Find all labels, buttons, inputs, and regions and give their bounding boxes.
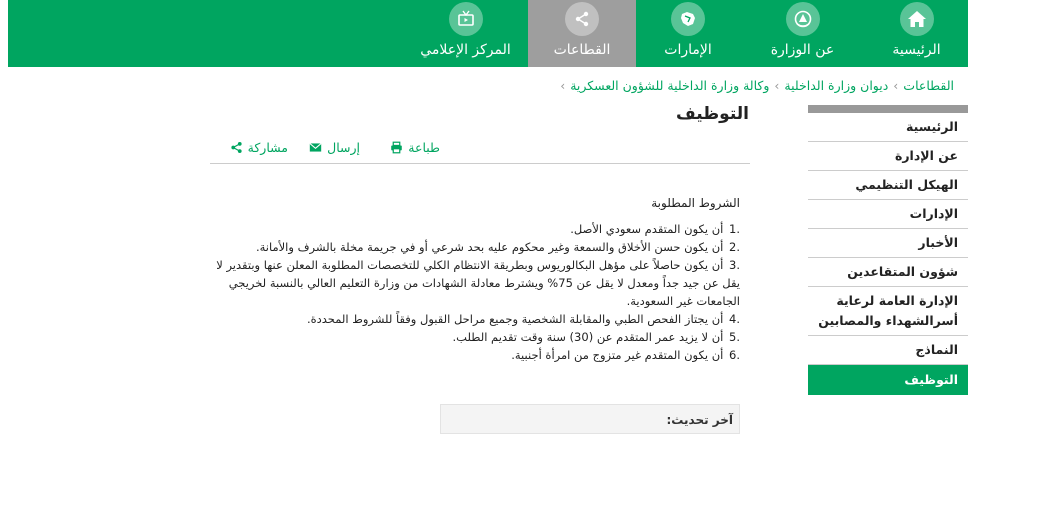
sidebar-item-news[interactable]: الأخبار <box>808 229 968 258</box>
breadcrumb <box>555 78 954 93</box>
breadcrumb-item-military-affairs[interactable]: وكالة وزارة الداخلية للشؤون العسكرية <box>570 78 770 93</box>
requirement-text: أن يكون حسن الأخلاق والسمعة وغير محكوم عليه بحد شرعي أو في جريمة مخلة بالشرف والأمانة. <box>255 240 724 254</box>
send-button[interactable] <box>309 140 360 155</box>
requirement-text: أن لا يزيد عمر المتقدم عن (30) سنة وقت تقديم الطلب. <box>452 330 724 344</box>
sidebar-top-bar <box>808 105 968 113</box>
sidebar-item-employment[interactable]: التوظيف <box>808 365 968 395</box>
nav-about-ministry[interactable] <box>740 0 865 67</box>
last-update-label: آخر تحديث: <box>666 413 733 427</box>
share-icon <box>230 141 243 154</box>
requirements-list <box>210 220 740 364</box>
requirement-item: .1 أن يكون المتقدم سعودي الأصل. <box>570 222 740 236</box>
print-button-label: طباعة <box>408 140 440 155</box>
sidebar-item-departments[interactable]: الإدارات <box>808 200 968 229</box>
requirement-text: أن يكون المتقدم غير متزوج من امرأة أجنبية. <box>511 348 724 362</box>
last-update-box <box>440 404 740 434</box>
article-content <box>210 195 740 364</box>
nav-about-ministry-label: عن الوزارة <box>770 42 835 58</box>
top-navigation <box>8 0 968 67</box>
breadcrumb-separator: › <box>560 78 566 93</box>
tv-icon <box>449 2 483 36</box>
requirement-text: أن يجتاز الفحص الطبي والمقابلة الشخصية وجميع مراحل القبول وفقاً للشروط المحددة. <box>306 312 724 326</box>
share-button[interactable] <box>230 140 288 155</box>
ministry-emblem-icon <box>786 2 820 36</box>
sidebar-item-retirees[interactable]: شؤون المتقاعدين <box>808 258 968 287</box>
share-nodes-icon <box>565 2 599 36</box>
breadcrumb-item-ministry-office[interactable]: ديوان وزارة الداخلية <box>784 78 889 93</box>
sidebar-menu <box>808 105 968 395</box>
home-icon <box>900 2 934 36</box>
share-button-label: مشاركة <box>247 140 288 155</box>
sidebar-item-org-structure[interactable]: الهيكل التنظيمي <box>808 171 968 200</box>
nav-emirates-label: الإمارات <box>664 42 712 58</box>
requirements-heading: الشروط المطلوبة <box>651 196 740 210</box>
nav-media-center-label: المركز الإعلامي <box>420 42 511 58</box>
requirement-text: أن يكون المتقدم سعودي الأصل. <box>570 222 724 236</box>
breadcrumb-separator: › <box>893 78 899 93</box>
map-icon <box>671 2 705 36</box>
nav-emirates[interactable] <box>636 0 740 67</box>
breadcrumb-separator: › <box>774 78 780 93</box>
nav-media-center[interactable] <box>403 0 528 67</box>
article-toolbar <box>210 135 750 164</box>
sidebar-item-home[interactable]: الرئيسية <box>808 113 968 142</box>
sidebar-item-about[interactable]: عن الإدارة <box>808 142 968 171</box>
page-title: التوظيف <box>675 104 749 124</box>
nav-sectors[interactable] <box>528 0 636 67</box>
requirement-text: أن يكون حاصلاً على مؤهل البكالوريوس وبطريقة الانتظام الكلي للتخصصات المطلوبة المعلن عنها وبتقدير لا يقل عن جيد جداً ومعدل لا يقل عن 75% ويشترط معادلة الشهادات من وزارة التعليم العالي بالنسبة لخريجي الجامعات غير السعودية. <box>216 258 740 308</box>
sidebar-item-martyrs-care[interactable]: الإدارة العامة لرعاية أسرالشهداء والمصابين <box>808 287 968 336</box>
requirement-item: .6 أن يكون المتقدم غير متزوج من امرأة أجنبية. <box>511 348 740 362</box>
print-button[interactable] <box>390 140 440 155</box>
print-icon <box>390 141 403 154</box>
sidebar-item-forms[interactable]: النماذج <box>808 336 968 365</box>
requirement-item: .3 أن يكون حاصلاً على مؤهل البكالوريوس وبطريقة الانتظام الكلي للتخصصات المطلوبة المعلن عنها وبتقدير لا يقل عن جيد جداً ومعدل لا يقل عن 75% ويشترط معادلة الشهادات من وزارة التعليم العالي بالنسبة لخريجي الجامعات غير السعودية. <box>216 258 740 308</box>
envelope-icon <box>309 141 322 154</box>
nav-home[interactable] <box>865 0 968 67</box>
requirement-item: .4 أن يجتاز الفحص الطبي والمقابلة الشخصية وجميع مراحل القبول وفقاً للشروط المحددة. <box>306 312 740 326</box>
nav-sectors-label: القطاعات <box>553 42 611 58</box>
breadcrumb-item-sectors[interactable]: القطاعات <box>903 78 954 93</box>
send-button-label: إرسال <box>327 140 360 155</box>
requirement-item: .5 أن لا يزيد عمر المتقدم عن (30) سنة وقت تقديم الطلب. <box>452 330 740 344</box>
requirement-item: .2 أن يكون حسن الأخلاق والسمعة وغير محكوم عليه بحد شرعي أو في جريمة مخلة بالشرف والأمانة. <box>255 240 740 254</box>
nav-home-label: الرئيسية <box>892 42 941 58</box>
